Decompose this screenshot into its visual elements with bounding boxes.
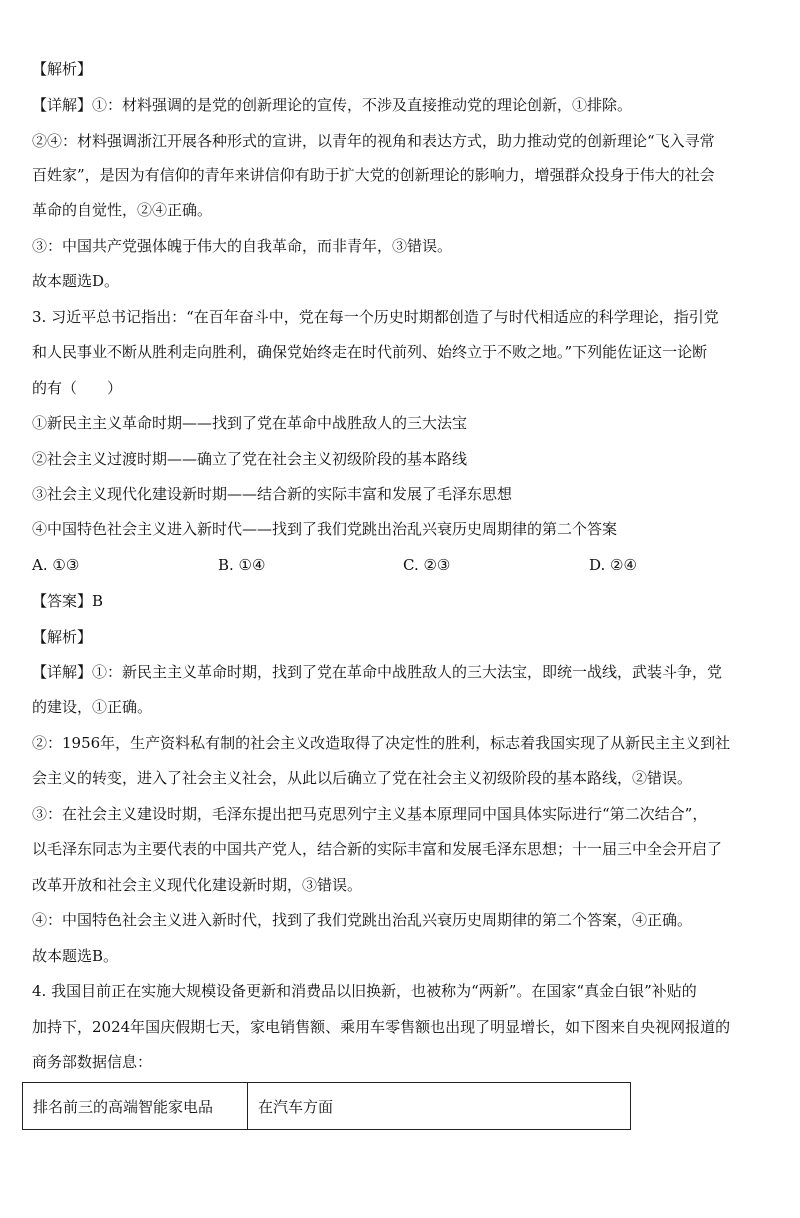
q3-answer: 【答案】B xyxy=(32,592,104,610)
q3-item-1: ①新民主主义革命时期——找到了党在革命中战胜敌人的三大法宝 xyxy=(32,414,468,432)
q3-detail-2b: 会主义的转变，进入了社会主义社会，从此以后确立了党在社会主义初级阶段的基本路线，②错误。 xyxy=(32,769,693,787)
q4-stem-2: 加持下，2024年国庆假期七天，家电销售额、乘用车零售额也出现了明显增长，如下图来自央视网报道的 xyxy=(32,1018,731,1036)
table-row xyxy=(23,1083,631,1130)
q3-item-2: ②社会主义过渡时期——确立了党在社会主义初级阶段的基本路线 xyxy=(32,450,468,468)
q3-detail-2a: ②：1956年，生产资料私有制的社会主义改造取得了决定性的胜利，标志着我国实现了从新民主主义到社 xyxy=(32,734,731,752)
q3-item-4: ④中国特色社会主义进入新时代——找到了我们党跳出治乱兴衰历史周期律的第二个答案 xyxy=(32,520,618,538)
q3-option-d: D. ②④ xyxy=(589,556,637,574)
q3-option-a: A. ①③ xyxy=(32,556,80,574)
q2-detail-3: ③：中国共产党强体魄于伟大的自我革命，而非青年，③错误。 xyxy=(32,237,453,255)
q3-detail-1a: 【详解】①：新民主主义革命时期，找到了党在革命中战胜敌人的三大法宝，即统一战线，武装斗争，党 xyxy=(32,663,723,681)
q2-detail-2b: 百姓家”，是因为有信仰的青年来讲信仰有助于扩大党的创新理论的影响力，增强群众投身于伟大的社会 xyxy=(32,166,715,184)
q2-jiexi-label: 【解析】 xyxy=(32,60,93,78)
q4-stem-1: 4. 我国目前正在实施大规模设备更新和消费品以旧换新，也被称为“两新”。在国家“真金白银”补贴的 xyxy=(32,982,697,1000)
table-cell-automobiles: 在汽车方面 xyxy=(248,1083,631,1130)
q2-conclusion: 故本题选D。 xyxy=(32,272,120,290)
q3-detail-1b: 的建设，①正确。 xyxy=(32,698,153,716)
q4-data-table xyxy=(22,1082,631,1130)
q3-detail-3c: 改革开放和社会主义现代化建设新时期，③错误。 xyxy=(32,876,363,894)
q2-detail-1: 【详解】①：材料强调的是党的创新理论的宣传，不涉及直接推动党的理论创新，①排除。 xyxy=(32,96,633,114)
q3-jiexi-label: 【解析】 xyxy=(32,628,93,646)
q2-detail-2c: 革命的自觉性，②④正确。 xyxy=(32,201,213,219)
q3-stem-2: 和人民事业不断从胜利走向胜利，确保党始终走在时代前列、始终立于不败之地。”下列能佐证这一论断 xyxy=(32,343,708,361)
q3-stem-1: 3. 习近平总书记指出：“在百年奋斗中，党在每一个历史时期都创造了与时代相适应的科学理论，指引党 xyxy=(32,308,719,326)
q3-option-b: B. ①④ xyxy=(218,556,266,574)
q2-detail-2a: ②④：材料强调浙江开展各种形式的宣讲，以青年的视角和表达方式，助力推动党的创新理论“飞入寻常 xyxy=(32,132,715,150)
q3-detail-4: ④：中国特色社会主义进入新时代，找到了我们党跳出治乱兴衰历史周期律的第二个答案，④正确。 xyxy=(32,911,693,929)
q3-detail-3a: ③：在社会主义建设时期，毛泽东提出把马克思列宁主义基本原理同中国具体实际进行“第二次结合”， xyxy=(32,805,708,823)
table-cell-appliances: 排名前三的高端智能家电品 xyxy=(23,1083,248,1130)
q4-stem-3: 商务部数据信息： xyxy=(32,1053,153,1071)
q3-item-3: ③社会主义现代化建设新时期——结合新的实际丰富和发展了毛泽东思想 xyxy=(32,485,513,503)
q3-detail-3b: 以毛泽东同志为主要代表的中国共产党人，结合新的实际丰富和发展毛泽东思想；十一届三中全会开启了 xyxy=(32,840,723,858)
q3-conclusion: 故本题选B。 xyxy=(32,947,119,965)
q3-option-c: C. ②③ xyxy=(403,556,451,574)
q3-stem-3: 的有（ ） xyxy=(32,379,123,397)
